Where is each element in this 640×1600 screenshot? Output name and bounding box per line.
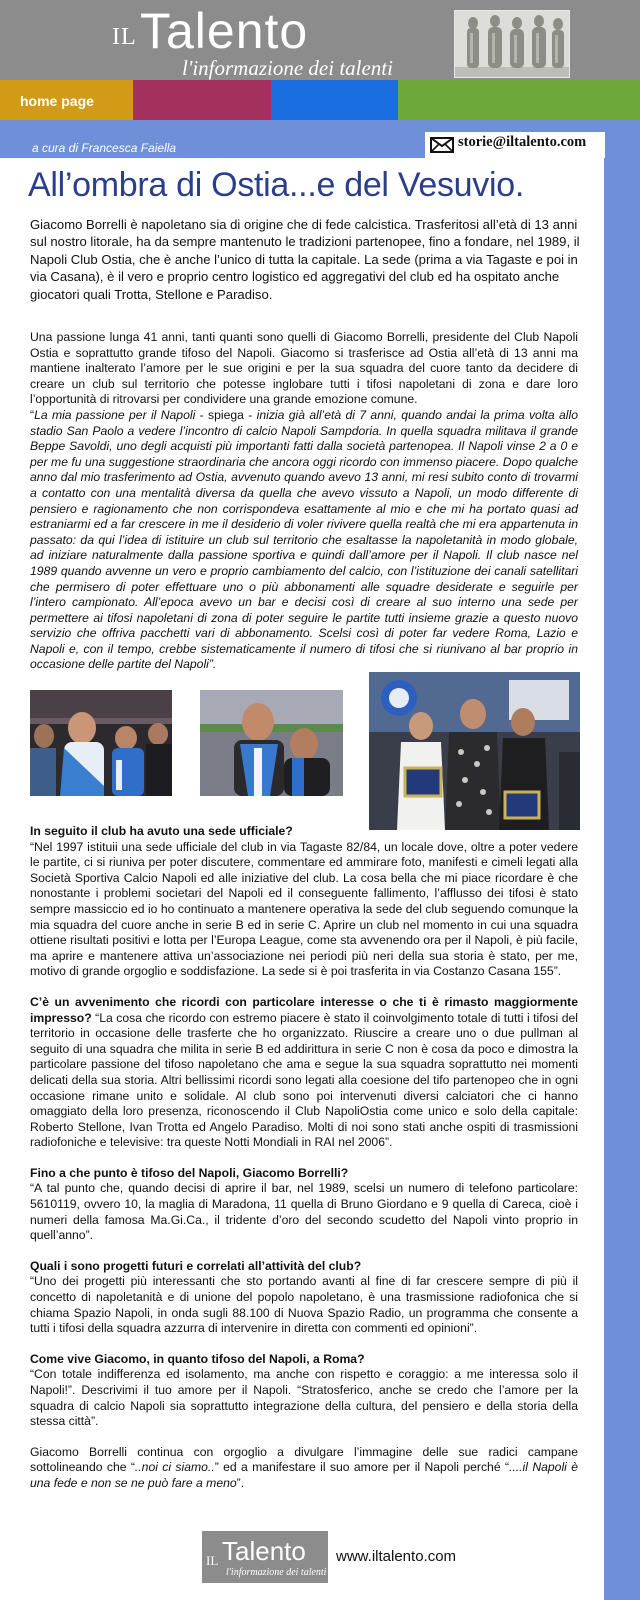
nav-color-tab-2 — [133, 80, 271, 120]
footer-logo[interactable] — [202, 1531, 328, 1583]
qa-answer: “Uno dei progetti più interessanti che sto portando avanti al fine di far crescere sempre di più il concetto di napoletanità e di unione del popolo napoletano, è una trasmissione radiofonica che si chiama Spazio Napoli, in onda sugli 88.100 di Nuova Spazio Radio, un programma che consente a tutti i tifosi della squadra azzurra di intervenire in diretta con commenti ed opinioni”. — [30, 1274, 578, 1336]
brand-prefix: IL — [112, 24, 137, 50]
footer-website-link[interactable]: www.iltalento.com — [336, 1548, 457, 1565]
closing-quote-1: ..noi ci siamo.. — [134, 1460, 215, 1475]
quote-open: “ — [30, 407, 35, 422]
qa-question: Fino a che punto è tifoso del Napoli, Giacomo Borrelli? — [30, 1165, 349, 1180]
article-title: All’ombra di Ostia...e del Vesuvio. — [28, 166, 524, 204]
closing-quote-2: ....il Napoli è una fede e non se ne può fare a meno — [30, 1460, 578, 1490]
photo-fans-stadium — [30, 690, 172, 796]
closing-text-3: ”. — [236, 1475, 245, 1490]
qa-block — [30, 1352, 578, 1430]
qa-question: C’è un avvenimento che ricordi con particolare interesse o che ti è rimasto maggiormente impresso? — [30, 994, 578, 1025]
curator-credit: a cura di Francesca Faiella — [32, 141, 177, 155]
quote-attribution: - spiega - — [195, 407, 257, 422]
photo-club-members-awards — [369, 672, 580, 830]
qa-block — [30, 1259, 578, 1337]
home-page-link[interactable]: home page — [20, 93, 94, 109]
qa-block — [30, 824, 578, 980]
qa-question: In seguito il club ha avuto una sede ufficiale? — [30, 824, 293, 838]
qa-question: Come vive Giacomo, in quanto tifoso del Napoli, a Roma? — [30, 1351, 365, 1366]
photo-fans-stands — [200, 690, 343, 796]
article-lead: Giacomo Borrelli è napoletano sia di origine che di fede calcistica. Trasferitosi all’età di 13 anni sul nostro litorale, ha da sempre mantenuto le tradizioni partenopee, fino a fondare, nel 1989, il Napoli Club Ostia, che è anche l’unico di tutta la capitale. La sede (prima a via Tagaste e poi in via Casana), è il vero e proprio centro logistico ed aggregativi del club ed ha ospitato anche giocatori quali Trotta, Stellone e Paradiso. — [30, 217, 580, 302]
envelope-icon — [430, 137, 454, 153]
quote-paragraph — [30, 408, 578, 673]
footer-tagline: l'informazione dei talenti — [226, 1567, 327, 1578]
article-intro — [30, 330, 578, 673]
closing-text-1: Giacomo Borrelli continua con orgoglio a divulgare l’immagine delle sue radici campane sottolineando che “ — [30, 1444, 578, 1475]
qa-answer: “Con totale indifferenza ed isolamento, ma anche con rispetto e coraggio: a me interessa solo il Napoli!”. Descrivimi il tuo amore per il Napoli. “Stratosferico, anche se credo che l’amore per la squadra di calcio Napoli sia soprattutto integrazione della cultura, del pensiero e della storia della stessa città”. — [30, 1367, 578, 1429]
intro-paragraph: Una passione lunga 41 anni, tanti quanti sono quelli di Giacomo Borrelli, presidente del Club Napoli Ostia e soprattutto grande tifoso del Napoli. Giacomo si trasferisce ad Ostia all’età di 13 anni ma mantiene inalterato l’amore per le sue origini e per la sua squadra del cuore tanto da decidere di creare un club sul territorio che potesse inglobare tutti i tifosi napoletani di zona e dare loro l’opportunità di ritrovarsi per condividere una grande emozione comune. — [30, 330, 578, 407]
closing-text-2: ” ed a manifestare il suo amore per il Napoli perché “ — [214, 1460, 510, 1475]
statue-image — [454, 10, 570, 78]
right-border — [604, 120, 640, 1600]
qa-answer: “Nel 1997 istituii una sede ufficiale del club in via Tagaste 82/84, un locale dove, oltre a poter vedere le partite, ci si riuniva per poter discutere, commentare ed ammirare foto, manifesti e cimeli legati alla Società Sportiva Calcio Napoli ed alle iniziative del club. La cosa bella che mi piace ricordare è che nonostante i problemi societari del Napoli ed il conseguente fallimento, l’afflusso dei tifosi è stato sempre massiccio ed io ho continuato a mantenere operativa la sede del club seguendo comunque la mia squadra del cuore anche in serie B ed in serie C. Aprire un club nel momento in cui una squadra ottiene risultati positivi e lotta per l’Europa League, come sta avvenendo ora per il Napoli, è più facile, ma aprire e mantenere attiva un’associazione nei periodi più neri della sua storia è stato, per me, motivo di grande orgoglio e soddisfazione. La sede si è poi trasferita in via Costanzo Casana 155”. — [30, 839, 578, 979]
email-link[interactable]: storie@iltalento.com — [458, 134, 587, 150]
qa-block — [30, 1166, 578, 1244]
qa-question: Quali i sono progetti futuri e correlati all’attività del club? — [30, 1258, 362, 1273]
site-tagline: l'informazione dei talenti — [182, 56, 393, 80]
nav-color-tab-4 — [398, 80, 640, 120]
quote-part-1: La mia passione per il Napoli — [34, 407, 196, 422]
qa-answer: “A tal punto che, quando decisi di aprire il bar, nel 1989, scelsi un numero di telefono particolare: 5610119, ovvero 10, la maglia di Maradona, 11 quella di Bruno Giordano e 9 quella di Careca, cioè i numeri della famosa Ma.Gi.Ca., il tridente d’oro del secondo scudetto del Napoli vinto proprio in quell’anno”. — [30, 1181, 578, 1243]
quote-part-2: inizia già all’età di 7 anni, quando andai la prima volta allo stadio San Paolo a vedere l’incontro di calcio Napoli Sampdoria. In quella squadra militava il grande Beppe Savoldi, uno degli acquisti più importanti fatti dalla società partenopea. Il Napoli vinse 2 a 0 e per me fu una suggestione straordinaria che ancora oggi ricordo con immenso piacere. Dopo qualche anno dal mio trasferimento ad Ostia, avvenuto quando avevo 13 anni, mi resi subito conto di trovarmi a contatto con una mentalità diversa da quella che avevo vissuto a Napoli, un modo differente di pensiero e ragionamento che non corrispondeva esattamente al mio e che mi ha portato quasi ad estraniarmi ed a far crescere in me il desiderio di voler rivivere quella realtà che mi era appartenuta in passato: da qui l’idea di istituire un club sul territorio che esaltasse la napoletanità in modo globale, ad iniziare naturalmente dalla passione sportiva e quindi dall’amore per il Napoli. Il club nasce nel 1989 quando avvenne un vero e proprio cambiamento del calcio, con l’istituzione dei canali satellitari che permisero di poter effettuare uno o più abbonamenti alle squadre desiderate e seguirle per l’intero campionato. All’epoca avevo un bar e decisi così di creare al suo interno una sede per permettere ai tifosi napoletani di zona di poter seguire le partite tutti insieme grazie a questo nuovo servizio che offriva pacchetti vari di abbonamento. Scelsi così di poter far vedere Roma, Lazio e Napoli e, con il tempo, crebbe sistematicamente il numero di tifosi che si riunivano al bar proprio in occasione delle partite del Napoli”. — [30, 407, 579, 672]
footer-brand: Talento — [222, 1536, 306, 1566]
nav-color-tab-3 — [271, 80, 398, 120]
qa-answer: “La cosa che ricordo con estremo piacere è stato il coinvolgimento totale di tutti i tifosi del territorio in occasione delle trasferte che ho organizzato. Riuscire a creare uno o due pullman al seguito di una squadra che milita in serie B ed addirittura in serie C non è cosa da poco e dimostra la particolare passione del tifoso napoletano che ama e segue la sua squadra soprattutto nei momenti delicati della sua storia. Altri bellissimi ricordi sono legati alla coesione del tifo partenopeo che in ogni occasione rimane unito e solidale. Al club sono poi intervenuti diversi calciatori che ci hanno omaggiato della loro presenza, riconoscendo il Club NapoliOstia come unico e solo della capitale: Roberto Stellone, Ivan Trotta ed Angelo Paradiso. Molti di noi sono stati anche ospiti di trasmissioni radiofoniche e televisive: tra queste Notti Mondiali in RAI nel 2006”. — [30, 1010, 578, 1150]
qa-block — [30, 995, 578, 1151]
site-logo-text[interactable]: Talento — [140, 3, 309, 59]
site-header — [0, 0, 640, 80]
footer-brand-prefix: IL — [206, 1553, 219, 1568]
article-qa — [30, 824, 578, 1492]
closing-paragraph — [30, 1445, 578, 1492]
